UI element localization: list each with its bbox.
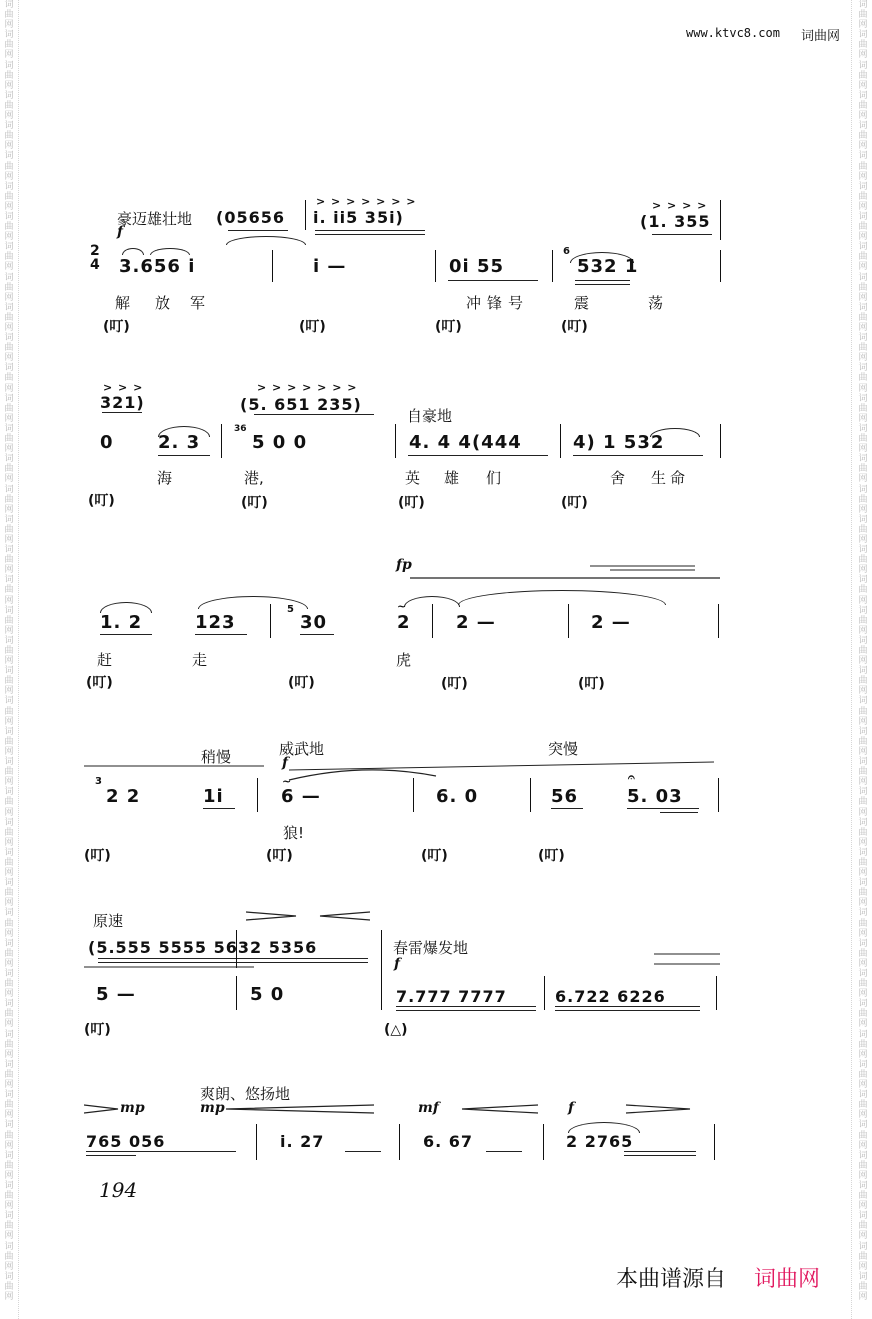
lyric: 命: [670, 469, 686, 487]
accent-marks: > > > > > > >: [257, 381, 358, 394]
melody-notes: 1i: [203, 786, 224, 807]
lyric: 舍: [610, 469, 626, 487]
melody-notes: 2 2765: [566, 1132, 634, 1151]
barline: [552, 250, 553, 282]
expression-mark: 自豪地: [407, 407, 453, 425]
time-sig-top: 2: [90, 243, 101, 259]
barline: [720, 250, 721, 282]
underline: [315, 234, 425, 235]
underline: [396, 1010, 536, 1011]
barline: [432, 604, 433, 638]
barline: [544, 976, 545, 1010]
lyric: 荡: [648, 294, 664, 312]
underline: [158, 455, 210, 456]
barline: [272, 250, 273, 282]
underline: [627, 808, 699, 809]
lyric: 冲: [466, 294, 482, 312]
lyric: 赶: [97, 651, 113, 669]
melody-notes: 4) 1 532: [573, 432, 665, 453]
percussion-ding: (叮): [421, 848, 448, 864]
percussion-ding: (叮): [398, 495, 425, 511]
decrescendo-hairpin: [624, 1103, 694, 1115]
melody-notes: 765 056: [86, 1132, 166, 1151]
percussion-ding: (叮): [266, 848, 293, 864]
percussion-ding: (叮): [241, 495, 268, 511]
lyric: 英: [405, 469, 421, 487]
interlude-notes: (5.555 5555 5632 5356: [88, 938, 318, 957]
dynamic-mark: f: [117, 224, 124, 240]
melody-notes: 7.777 7777: [396, 987, 507, 1006]
percussion-ding: (叮): [561, 495, 588, 511]
percussion-ding: (叮): [578, 676, 605, 692]
melody-notes: 2: [397, 612, 411, 633]
slur: [226, 236, 306, 245]
percussion-ding: (叮): [88, 493, 115, 509]
melody-notes: i —: [313, 256, 347, 277]
underline: [551, 808, 583, 809]
barline: [305, 200, 306, 230]
underline: [555, 1010, 700, 1011]
melody-notes: 56: [551, 786, 579, 807]
lyric: 虎: [396, 651, 412, 669]
interlude-notes: (05656: [216, 208, 285, 227]
interlude-notes: 321): [100, 393, 145, 412]
barline: [395, 424, 396, 458]
underline: [396, 1006, 536, 1007]
melody-notes: 5 0 0: [252, 432, 308, 453]
tempo-mark: 突慢: [548, 740, 579, 758]
ornament-icon: ~: [397, 600, 407, 613]
underline: [624, 1151, 696, 1152]
expression-mark: 威武地: [279, 740, 325, 758]
melody-notes: 30: [300, 612, 328, 633]
crescendo-hairpin: [224, 1103, 376, 1115]
expression-mark: 爽朗、悠扬地: [200, 1085, 291, 1103]
percussion-ding: (叮): [84, 1022, 111, 1038]
percussion-ding: (叮): [103, 319, 130, 335]
underline: [486, 1151, 522, 1152]
melody-notes: 0: [100, 432, 114, 453]
underline: [624, 1155, 696, 1156]
accent-marks: > > > > > > >: [316, 195, 417, 208]
tempo-mark: 原速: [93, 912, 124, 930]
barline: [256, 1124, 257, 1160]
page-number: 194: [99, 1178, 138, 1202]
percussion-ding: (叮): [299, 319, 326, 335]
crescendo-hairpin: [460, 1103, 540, 1115]
barline: [568, 604, 569, 638]
ornament-icon: ~: [282, 775, 292, 788]
expression-mark: 春雷爆发地: [393, 939, 469, 957]
melody-notes: 532 1: [577, 256, 639, 277]
slur: [458, 590, 666, 605]
time-signature: [90, 244, 101, 272]
right-margin-rule: [851, 0, 852, 1319]
lyric: 走: [192, 651, 208, 669]
cresc-lines: [84, 950, 724, 972]
percussion-ding: (叮): [288, 675, 315, 691]
grace-note: 6: [563, 246, 570, 257]
dynamic-mark: f: [568, 1100, 575, 1116]
right-watermark: 词曲网词曲网词曲网词曲网词曲网词曲网词曲网词曲网词曲网词曲网词曲网词曲网词曲网词曲网词曲网词曲网词曲网词曲网词曲网词曲网词曲网词曲网词曲网词曲网词曲网词曲网词曲网词曲网词曲网词曲网词曲网词曲网词曲网词曲网词曲网词曲网词曲网词曲网词曲网词曲网词曲网词曲网词曲网: [858, 0, 868, 1302]
barline: [399, 1124, 400, 1160]
barline: [435, 250, 436, 282]
fermata-icon: 𝄐: [628, 770, 635, 784]
interlude-notes: (5. 651 235): [240, 395, 362, 414]
melody-notes: 2 —: [456, 612, 496, 633]
barline: [543, 1124, 544, 1160]
barline: [381, 976, 382, 1010]
accent-marks: > > >: [103, 381, 144, 394]
lyric: 号: [508, 294, 524, 312]
lyric: 军: [190, 294, 206, 312]
melody-notes: 123: [195, 612, 236, 633]
lyric: 生: [651, 469, 667, 487]
underline: [254, 414, 374, 415]
barline: [716, 976, 717, 1010]
underline: [86, 1155, 136, 1156]
dynamic-mark: f: [282, 755, 289, 771]
grace-note: 3: [95, 776, 102, 787]
percussion-ding: (叮): [441, 676, 468, 692]
underline: [203, 808, 235, 809]
underline: [555, 1006, 700, 1007]
underline: [575, 284, 630, 285]
melody-notes: 5 —: [96, 984, 136, 1005]
dynamic-mark: mf: [418, 1100, 439, 1116]
source-site-link[interactable]: 词曲网: [754, 1267, 821, 1292]
melody-notes: 5 0: [250, 984, 285, 1005]
underline: [660, 812, 698, 813]
melody-notes: 6.722 6226: [555, 987, 666, 1006]
interlude-notes: (1. 355: [640, 212, 711, 231]
dynamic-mark: mp: [120, 1100, 145, 1116]
underline: [228, 230, 288, 231]
grace-note: 36: [234, 424, 247, 434]
melody-notes: 3.656 i: [119, 256, 196, 277]
melody-notes: i. 27: [280, 1132, 325, 1151]
tempo-mark: 稍慢: [201, 748, 232, 766]
decrescendo-hairpin: [410, 562, 722, 582]
melody-notes: 2 2: [106, 786, 141, 807]
barline: [720, 200, 721, 240]
underline: [300, 634, 334, 635]
slur: [150, 248, 190, 255]
underline: [408, 455, 548, 456]
melody-notes: 1. 2: [100, 612, 143, 633]
time-sig-bottom: 4: [90, 257, 101, 273]
lyric: 海: [157, 469, 173, 487]
melody-notes: 6 —: [281, 786, 321, 807]
underline: [345, 1151, 381, 1152]
barline: [720, 424, 721, 458]
underline: [86, 1151, 236, 1152]
barline: [560, 424, 561, 458]
percussion-ding: (叮): [86, 675, 113, 691]
header-url[interactable]: www.ktvc8.com: [686, 26, 780, 40]
melody-notes: 4. 4 4(444: [409, 432, 522, 453]
underline: [100, 634, 152, 635]
dynamic-mark: fp: [396, 557, 412, 573]
melody-notes: 2 —: [591, 612, 631, 633]
left-watermark: 词曲网词曲网词曲网词曲网词曲网词曲网词曲网词曲网词曲网词曲网词曲网词曲网词曲网词曲网词曲网词曲网词曲网词曲网词曲网词曲网词曲网词曲网词曲网词曲网词曲网词曲网词曲网词曲网词曲网词曲网词曲网词曲网词曲网词曲网词曲网词曲网词曲网词曲网词曲网词曲网词曲网词曲网词曲网: [4, 0, 14, 1302]
underline: [448, 280, 538, 281]
decrescendo-hairpin: [84, 1103, 124, 1115]
underline: [195, 634, 247, 635]
left-margin-rule: [18, 0, 19, 1319]
barline: [221, 424, 222, 458]
expression-mark: 豪迈雄壮地: [117, 210, 193, 228]
grace-note: 5: [287, 604, 294, 615]
barline: [236, 976, 237, 1010]
percussion-ding: (△): [384, 1022, 408, 1038]
dynamic-mark: mp: [200, 1100, 225, 1116]
accent-marks: > > > >: [652, 199, 708, 212]
melody-notes: 6. 0: [436, 786, 479, 807]
barline: [714, 1124, 715, 1160]
lyric: 雄: [444, 469, 460, 487]
melody-notes: 5. 03: [627, 786, 683, 807]
barline: [530, 778, 531, 812]
barline: [257, 778, 258, 812]
lyric: 解: [115, 294, 131, 312]
barline: [270, 604, 271, 638]
barline: [413, 778, 414, 812]
underline: [102, 412, 142, 413]
slur: [122, 248, 144, 255]
percussion-ding: (叮): [561, 319, 588, 335]
percussion-ding: (叮): [538, 848, 565, 864]
lyric: 放: [155, 294, 171, 312]
lyric: 锋: [487, 294, 503, 312]
interlude-notes: i. ii5 35i): [313, 208, 404, 227]
melody-notes: 6. 67: [423, 1132, 474, 1151]
dynamic-mark: f: [394, 956, 401, 972]
underline: [652, 234, 712, 235]
source-label: 本曲谱源自: [616, 1267, 727, 1292]
underline: [575, 280, 630, 281]
header-site-name[interactable]: 词曲网: [801, 29, 841, 44]
dynamic-hairpins: [246, 910, 376, 922]
melody-notes: 0i 55: [449, 256, 505, 277]
underline: [315, 230, 425, 231]
percussion-ding: (叮): [84, 848, 111, 864]
lyric: 狼!: [283, 824, 305, 842]
lyric: 们: [486, 469, 502, 487]
lyric: 震: [574, 294, 590, 312]
lyric: 港,: [244, 469, 264, 487]
underline: [573, 455, 703, 456]
barline: [718, 778, 719, 812]
percussion-ding: (叮): [435, 319, 462, 335]
barline: [718, 604, 719, 638]
melody-notes: 2. 3: [158, 432, 201, 453]
